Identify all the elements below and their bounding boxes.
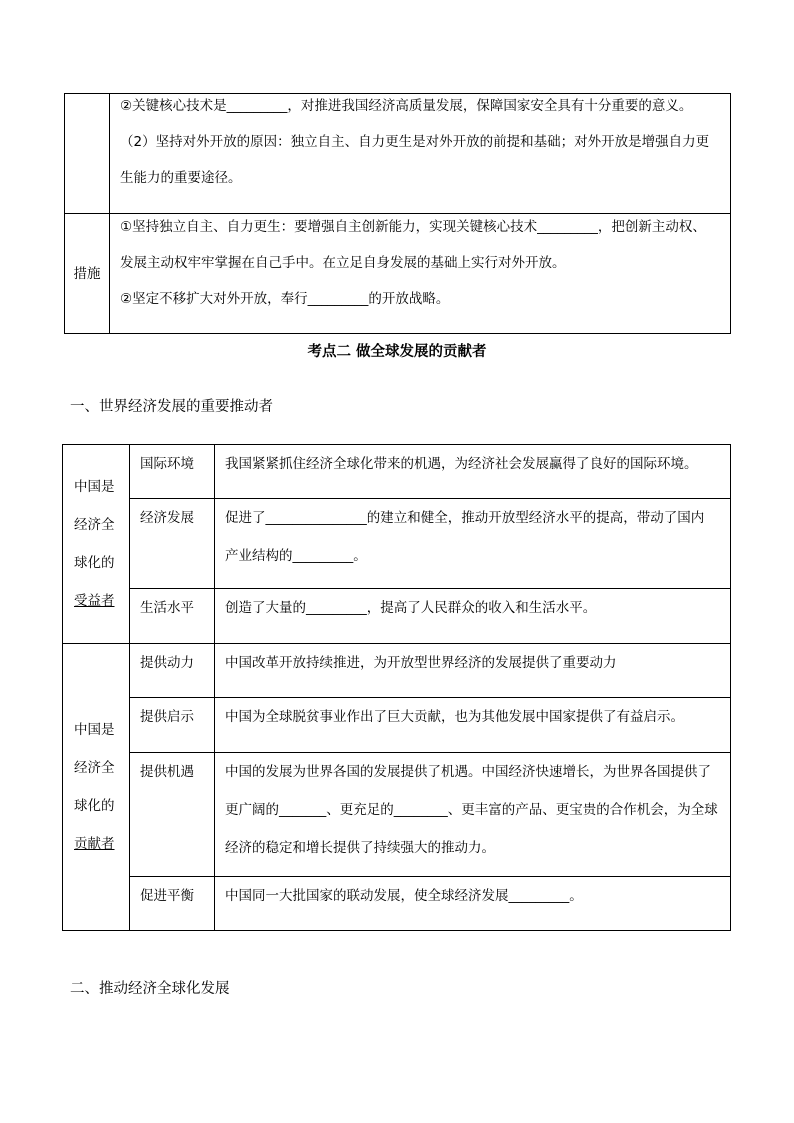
text-line: ①坚持独立自主、自力更生：要增强自主创新能力，实现关键核心技术_________，把创新主动权、 — [120, 219, 706, 235]
table-row — [63, 698, 731, 753]
row-key: 提供机遇 — [130, 753, 215, 877]
table-row — [63, 589, 731, 644]
row-key: 提供启示 — [130, 698, 215, 753]
table-row — [63, 499, 731, 589]
table-row — [63, 644, 731, 698]
row-value: 我国紧紧抓住经济全球化带来的机遇，为经济社会发展赢得了良好的国际环境。 — [215, 445, 731, 499]
row-value: 创造了大量的_________，提高了人民群众的收入和生活水平。 — [215, 589, 731, 644]
group-label-beneficiary: 中国是 经济全 球化的 受益者 — [63, 445, 130, 644]
row-key: 国际环境 — [130, 445, 215, 499]
table-row — [65, 214, 731, 334]
row-value: 促进了_______________的建立和健全，推动开放型经济水平的提高，带动了国内 产业结构的_________。 — [215, 499, 731, 589]
table-row — [63, 877, 731, 931]
table-row — [65, 94, 731, 214]
row-key: 经济发展 — [130, 499, 215, 589]
measures-table — [64, 93, 731, 334]
subsection-title: 一、世界经济发展的重要推动者 — [70, 399, 273, 415]
row-value: 中国为全球脱贫事业作出了巨大贡献，也为其他发展中国家提供了有益启示。 — [215, 698, 731, 753]
table-row — [63, 445, 731, 499]
row-value: 中国改革开放持续推进，为开放型世界经济的发展提供了重要动力 — [215, 644, 731, 698]
subsection-title: 二、推动经济全球化发展 — [70, 981, 230, 997]
section-heading: 考点二 做全球发展的贡献者 — [307, 344, 487, 360]
row-label: 措施 — [65, 214, 110, 334]
row-value: 中国同一大批国家的联动发展，使全球经济发展_________。 — [215, 877, 731, 931]
group-label-contributor: 中国是 经济全 球化的 贡献者 — [63, 644, 130, 931]
text-line: 发展主动权牢牢掌握在自己手中。在立足自身发展的基础上实行对外开放。 — [120, 255, 566, 271]
row-value: 中国的发展为世界各国的发展提供了机遇。中国经济快速增长，为世界各国提供了 更广阔的_______、更充足的________、更丰富的产品、更宝贵的合作机会，为全球 经济的稳定和增长提供了持续强大的推动力。 — [215, 753, 731, 877]
global-development-table — [62, 444, 731, 931]
text-line: ②坚定不移扩大对外开放，奉行_________的开放战略。 — [120, 291, 450, 307]
row-content — [110, 214, 731, 334]
text-line: （2）坚持对外开放的原因：独立自主、自力更生是对外开放的前提和基础；对外开放是增强自力更 — [120, 134, 710, 150]
row-label — [65, 94, 110, 214]
row-key: 促进平衡 — [130, 877, 215, 931]
table-row — [63, 753, 731, 877]
row-key: 生活水平 — [130, 589, 215, 644]
row-content — [110, 94, 731, 214]
row-key: 提供动力 — [130, 644, 215, 698]
text-line: 生能力的重要途径。 — [120, 170, 242, 186]
text-line: ②关键核心技术是_________，对推进我国经济高质量发展，保障国家安全具有十分重要的意义。 — [120, 98, 693, 114]
